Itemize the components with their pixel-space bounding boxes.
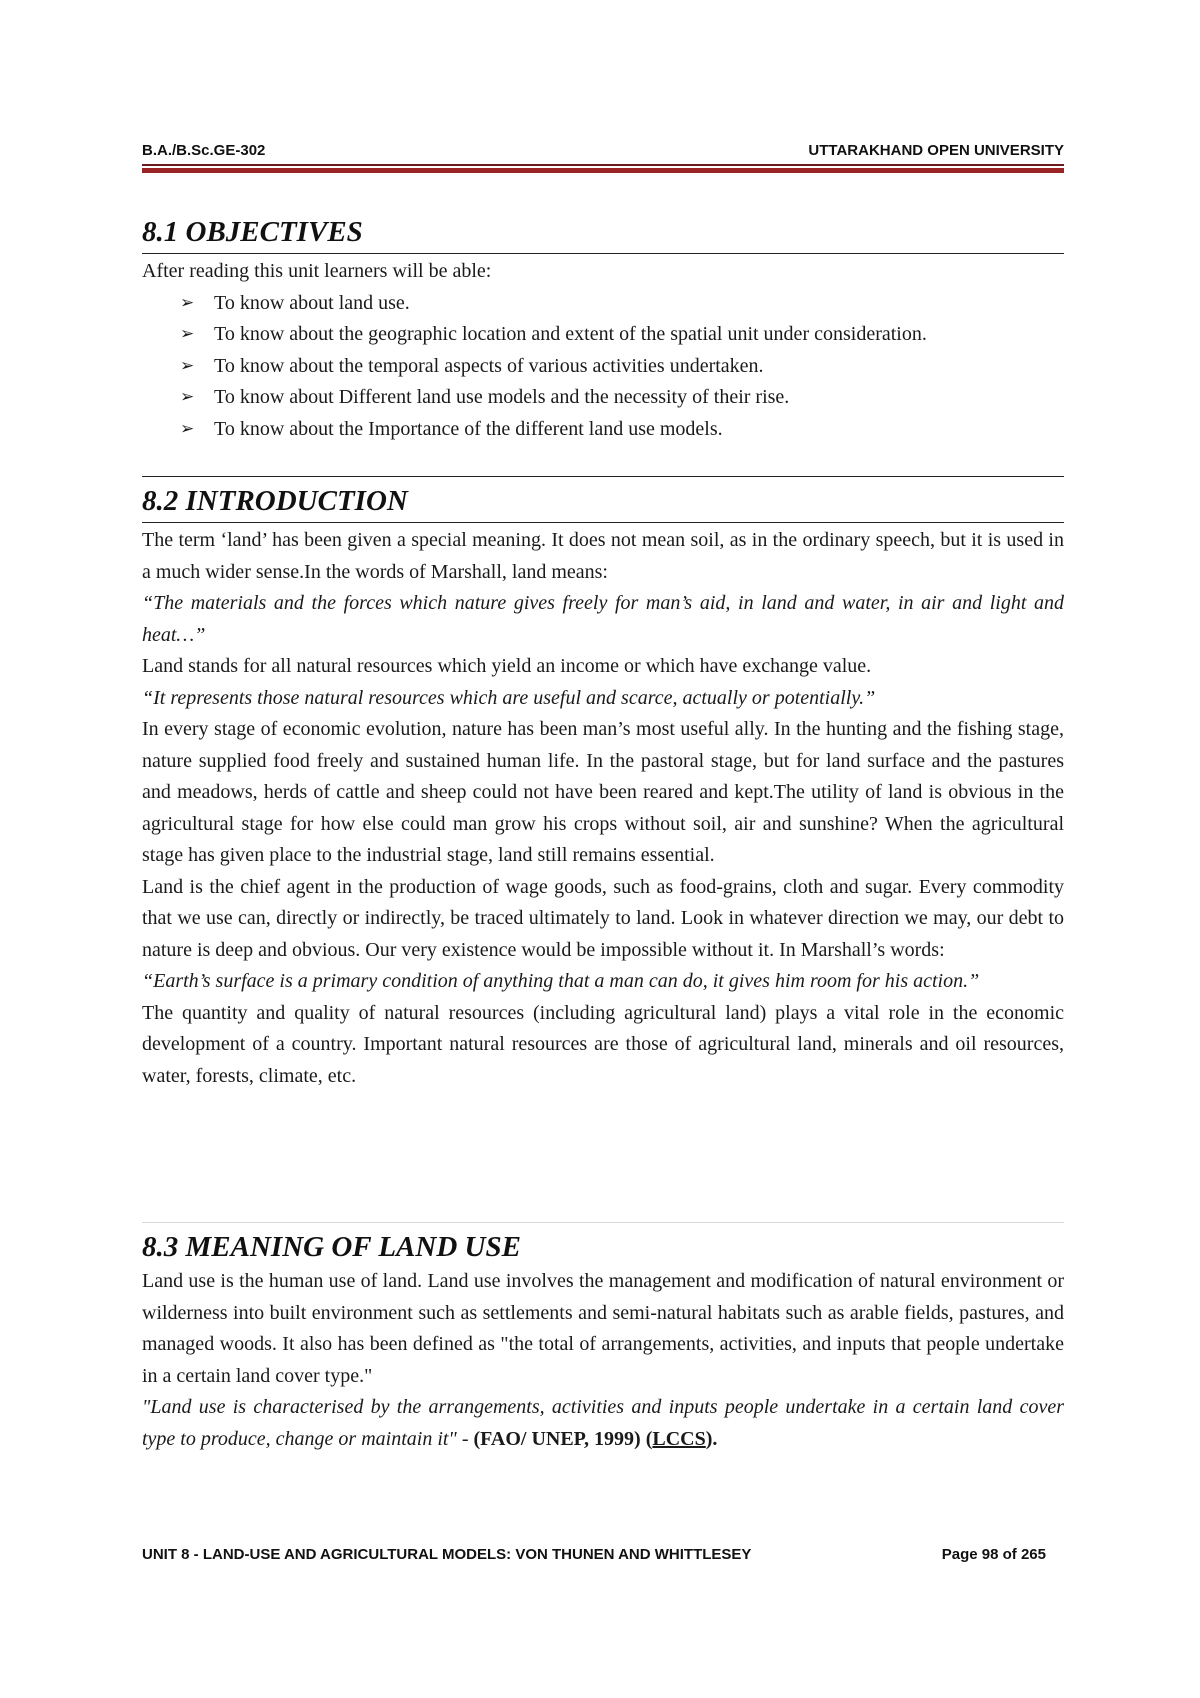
section-title-meaning: 8.3 MEANING OF LAND USE <box>142 1231 521 1263</box>
section-objectives <box>142 216 1064 445</box>
citation: (FAO/ UNEP, 1999) (LCCS). <box>473 1427 718 1450</box>
list-item: ➢ To know about the geographic location and extent of the spatial unit under consideration. <box>180 319 1064 351</box>
arrowhead-bullet-icon: ➢ <box>180 418 195 439</box>
section-title-objectives: 8.1 OBJECTIVES <box>142 216 1064 254</box>
arrowhead-bullet-icon: ➢ <box>180 324 195 344</box>
meaning-quote-text: "Land use is characterised by the arrangements, activities and inputs people undertake in a certain land cover type to produce, change or maintain it" <box>142 1396 1064 1450</box>
citation-link-lccs[interactable]: LCCS <box>652 1427 706 1450</box>
list-item: ➢ To know about the Importance of the different land use models. <box>180 414 1064 446</box>
arrowhead-bullet-icon: ➢ <box>180 355 195 376</box>
section-title-introduction: 8.2 INTRODUCTION <box>142 485 1064 523</box>
header-rule-thin <box>142 164 1064 166</box>
intro-paragraph-1: The term ‘land’ has been given a special meaning. It does not mean soil, as in the ordinary speech, but it is used in a much wider sense.In the words of Marshall, land means: <box>142 529 1064 583</box>
header-rule-thick <box>142 168 1064 173</box>
page-number: Page 98 of 265 <box>941 1546 1046 1563</box>
section-meaning-of-land-use <box>142 1222 1064 1455</box>
objectives-list <box>142 288 1064 446</box>
intro-quote-2: “It represents those natural resources which are useful and scarce, actually or potentially.” <box>142 686 876 709</box>
intro-paragraph-3: In every stage of economic evolution, nature has been man’s most useful ally. In the hunting and the fishing stage, nature supplied food freely and sustained human life. In the pastoral stage, but for land surface and the pastures and meadows, herds of cattle and sheep could not have been reared and kept.The utility of land is obvious in the agricultural stage for how else could man grow his crops without soil, air and sunshine? When the agricultural stage has given place to the industrial stage, land still remains essential. <box>142 718 1064 866</box>
intro-paragraph-4: Land is the chief agent in the production of wage goods, such as food-grains, cloth and sugar. Every commodity that we use can, directly or indirectly, be traced ultimately to land. Look in whatever direction we may, our debt to nature is deep and obvious. Our very existence would be impossible without it. In Marshall’s words: <box>142 875 1064 961</box>
course-code: B.A./B.Sc.GE-302 <box>142 142 266 159</box>
list-item: ➢ To know about the temporal aspects of various activities undertaken. <box>180 351 1064 383</box>
page-header <box>142 142 1064 164</box>
meaning-quote: "Land use is characterised by the arrangements, activities and inputs people undertake in a certain land cover type to produce, change or maintain it" - (FAO/ UNEP, 1999) (LCCS). <box>142 1396 1064 1450</box>
intro-paragraph-2: Land stands for all natural resources which yield an income or which have exchange value. <box>142 655 872 677</box>
intro-quote-3: “Earth’s surface is a primary condition of anything that a man can do, it gives him room for his action.” <box>142 970 980 992</box>
arrowhead-bullet-icon: ➢ <box>180 292 195 313</box>
intro-paragraph-5: The quantity and quality of natural resources (including agricultural land) plays a vital role in the economic development of a country. Important natural resources are those of agricultural land, minerals and oil resources, water, forests, climate, etc. <box>142 1001 1064 1087</box>
unit-title: UNIT 8 - LAND-USE AND AGRICULTURAL MODELS: VON THUNEN AND WHITTLESEY <box>142 1546 752 1563</box>
arrowhead-bullet-icon: ➢ <box>180 387 195 407</box>
list-item: ➢ To know about land use. <box>180 288 1064 320</box>
intro-quote-1: “The materials and the forces which nature gives freely for man’s aid, in land and water, in air and light and heat…” <box>142 592 1064 646</box>
section-introduction <box>142 476 1064 1092</box>
meaning-paragraph-1: Land use is the human use of land. Land use involves the management and modification of natural environment or wilderness into built environment such as settlements and semi-natural habitats such as arable fields, pastures, and managed woods. It also has been defined as "the total of arrangements, activities, and inputs that people undertake in a certain land cover type." <box>142 1270 1064 1387</box>
list-item: ➢ To know about Different land use models and the necessity of their rise. <box>180 382 1064 414</box>
objectives-intro: After reading this unit learners will be able: <box>142 260 492 282</box>
university-name: UTTARAKHAND OPEN UNIVERSITY <box>808 142 1064 159</box>
